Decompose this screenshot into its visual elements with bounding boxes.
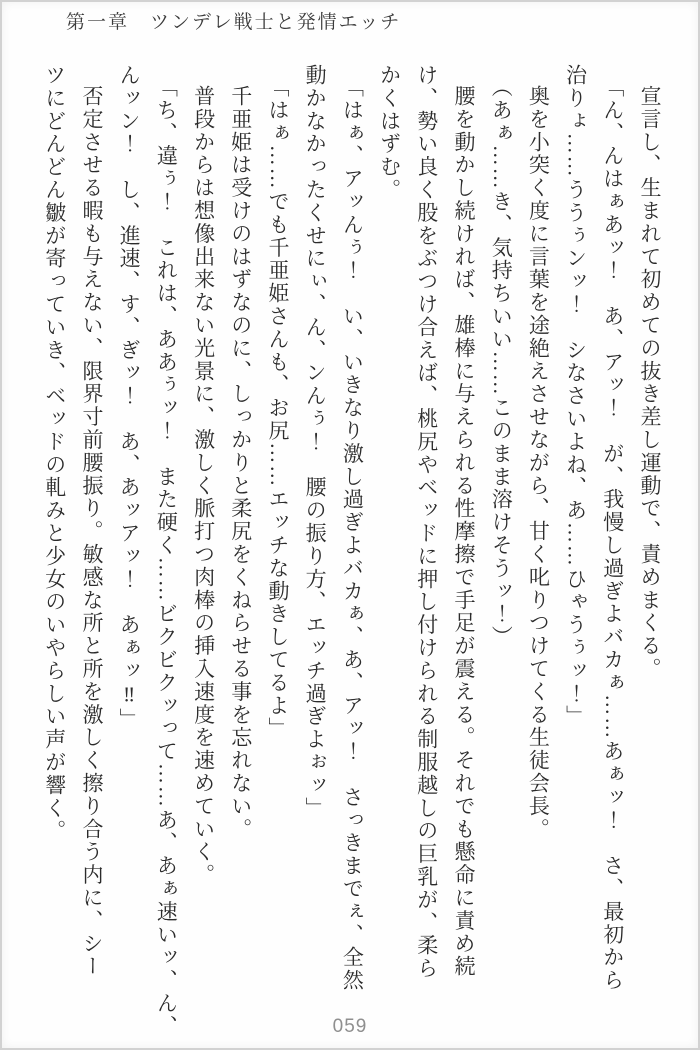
text-column: んッン！ し、進速、す、ぎッ！ あ、あッアッ！ あぁッ‼」	[117, 64, 142, 732]
text-column: 千亜姫は受けのはずなのに、しっかりと柔尻をくねらせる事を忘れない。	[228, 85, 253, 841]
text-column: 腰を動かし続ければ、雄棒に与えられる性摩擦で手足が震える。それでも懸命に責め続	[451, 85, 476, 979]
text-column: 動かなかったくせにぃ、ん、ンんぅ！ 腰の振り方、エッチ過ぎよぉッ」	[303, 64, 328, 820]
text-column: 「はぁ、アッんぅ！ い、いきなり激し過ぎよバカぁ、あ、アッ！ さっきまでぇ、全然	[340, 75, 365, 992]
text-column: 普段からは想像出来ない光景に、激しく脈打つ肉棒の挿入速度を速めていく。	[191, 85, 216, 887]
text-column: 治りょ……ううぅンッ！ シなさいよね、あ……ひゃうぅッ！」	[563, 64, 588, 729]
text-column: 「ち、違ぅ！ これは、ああぅッ！ また硬く……ビクビクッって……あ、あぁ速いッ、ん、	[154, 75, 179, 1038]
text-column: 奥を小突く度に言葉を途絶えさせながら、甘く叱りつけてくる生徒会長。	[526, 85, 551, 841]
text-column: （あぁ……き、気持ちいい……このまま溶けそうッ！）	[489, 75, 514, 649]
text-column: 「はぁ……でも千亜姫さんも、お尻……エッチな動きしてるよ」	[265, 75, 290, 740]
text-column: 「ん、んはぁあッ！ あ、アッ！ が、我慢し過ぎよバカぁ……あぁッ！ さ、最初から	[600, 75, 625, 992]
text-column: 宣言し、生まれて初めての抜き差し運動で、責めまくる。	[638, 85, 662, 681]
text-column: け、勢い良く股をぶつけ合えば、桃尻やベッドに押し付けられる制服越しの巨乳が、柔ら	[414, 64, 439, 980]
text-column: 否定させる暇も与えない、限界寸前腰振り。敏感な所と所を激しく擦り合う内に、シー	[79, 85, 104, 979]
text-column: ツにどんどん皺が寄っていき、ベッドの軋みと少女のいやらしい声が響く。	[42, 64, 67, 843]
chapter-header: 第一章 ツンデレ戦士と発情エッチ	[66, 12, 402, 33]
text-column: かくはずむ。	[377, 64, 402, 202]
page-number: 059	[332, 1016, 368, 1037]
